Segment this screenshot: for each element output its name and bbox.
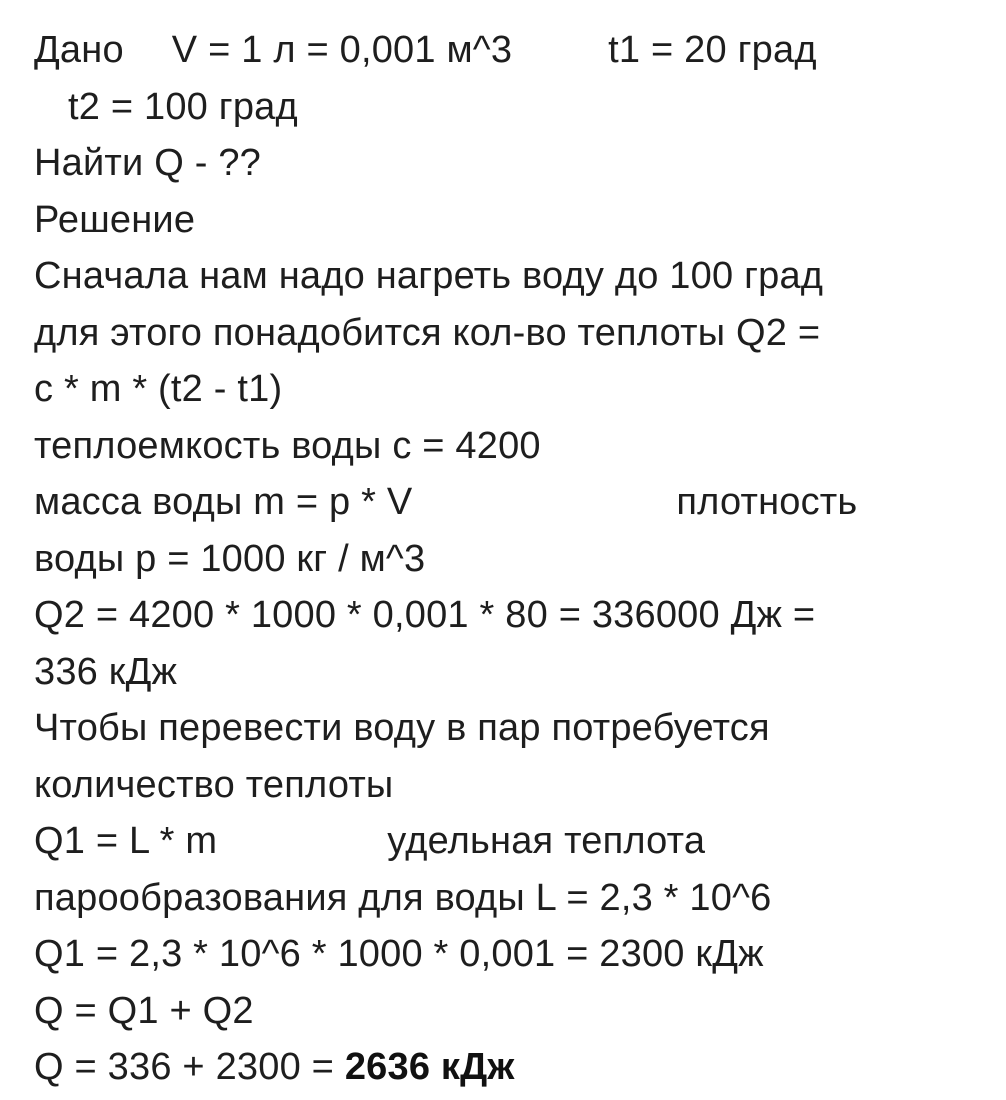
q2-calc-line-2: 336 кДж: [34, 650, 178, 693]
vaporization-heat-line: парообразования для воды L = 2,3 * 10^6: [34, 876, 772, 919]
solution-heading: Решение: [34, 198, 196, 241]
heating-formula: c * m * (t2 - t1): [34, 368, 283, 410]
heating-line-2: для этого понадобится кол-во теплоты Q2 =: [34, 311, 821, 354]
density-label: плотность: [676, 481, 858, 523]
total-calc-prefix: Q = 336 + 2300 =: [34, 1046, 345, 1088]
total-calc-line: [34, 1039, 994, 1096]
given-t1: t1 = 20 град: [608, 29, 817, 71]
given-t2-line: [34, 79, 994, 136]
mass-line: [34, 474, 994, 531]
q1-formula-line: [34, 813, 994, 870]
heating-line-1: Сначала нам надо нагреть воду до 100 град: [34, 255, 824, 297]
heat-capacity-line: теплоемкость воды с = 4200: [34, 424, 541, 467]
given-volume: V = 1 л = 0,001 м^3: [171, 29, 513, 71]
specific-heat-label: удельная теплота: [387, 820, 706, 862]
density-line: воды p = 1000 кг / м^3: [34, 537, 426, 580]
find-text: Найти Q - ??: [34, 142, 261, 184]
given-t2: t2 = 100 град: [68, 85, 298, 128]
find-line: [34, 135, 994, 192]
vaporization-line-2: количество теплоты: [34, 763, 394, 806]
q2-calc-line-1: Q2 = 4200 * 1000 * 0,001 * 80 = 336000 Дж =: [34, 594, 816, 636]
vaporization-line-1: Чтобы перевести воду в пар потребуется: [34, 707, 770, 749]
solution-document: [34, 22, 994, 1096]
final-answer: 2636 кДж: [344, 1046, 515, 1088]
given-label: Дано: [34, 29, 124, 71]
total-formula-line: Q = Q1 + Q2: [34, 989, 254, 1032]
mass-formula: масса воды m = p * V: [34, 481, 413, 523]
given-line: [34, 22, 994, 79]
q1-formula: Q1 = L * m: [34, 820, 218, 862]
q1-calc-line: Q1 = 2,3 * 10^6 * 1000 * 0,001 = 2300 кДж: [34, 933, 764, 975]
